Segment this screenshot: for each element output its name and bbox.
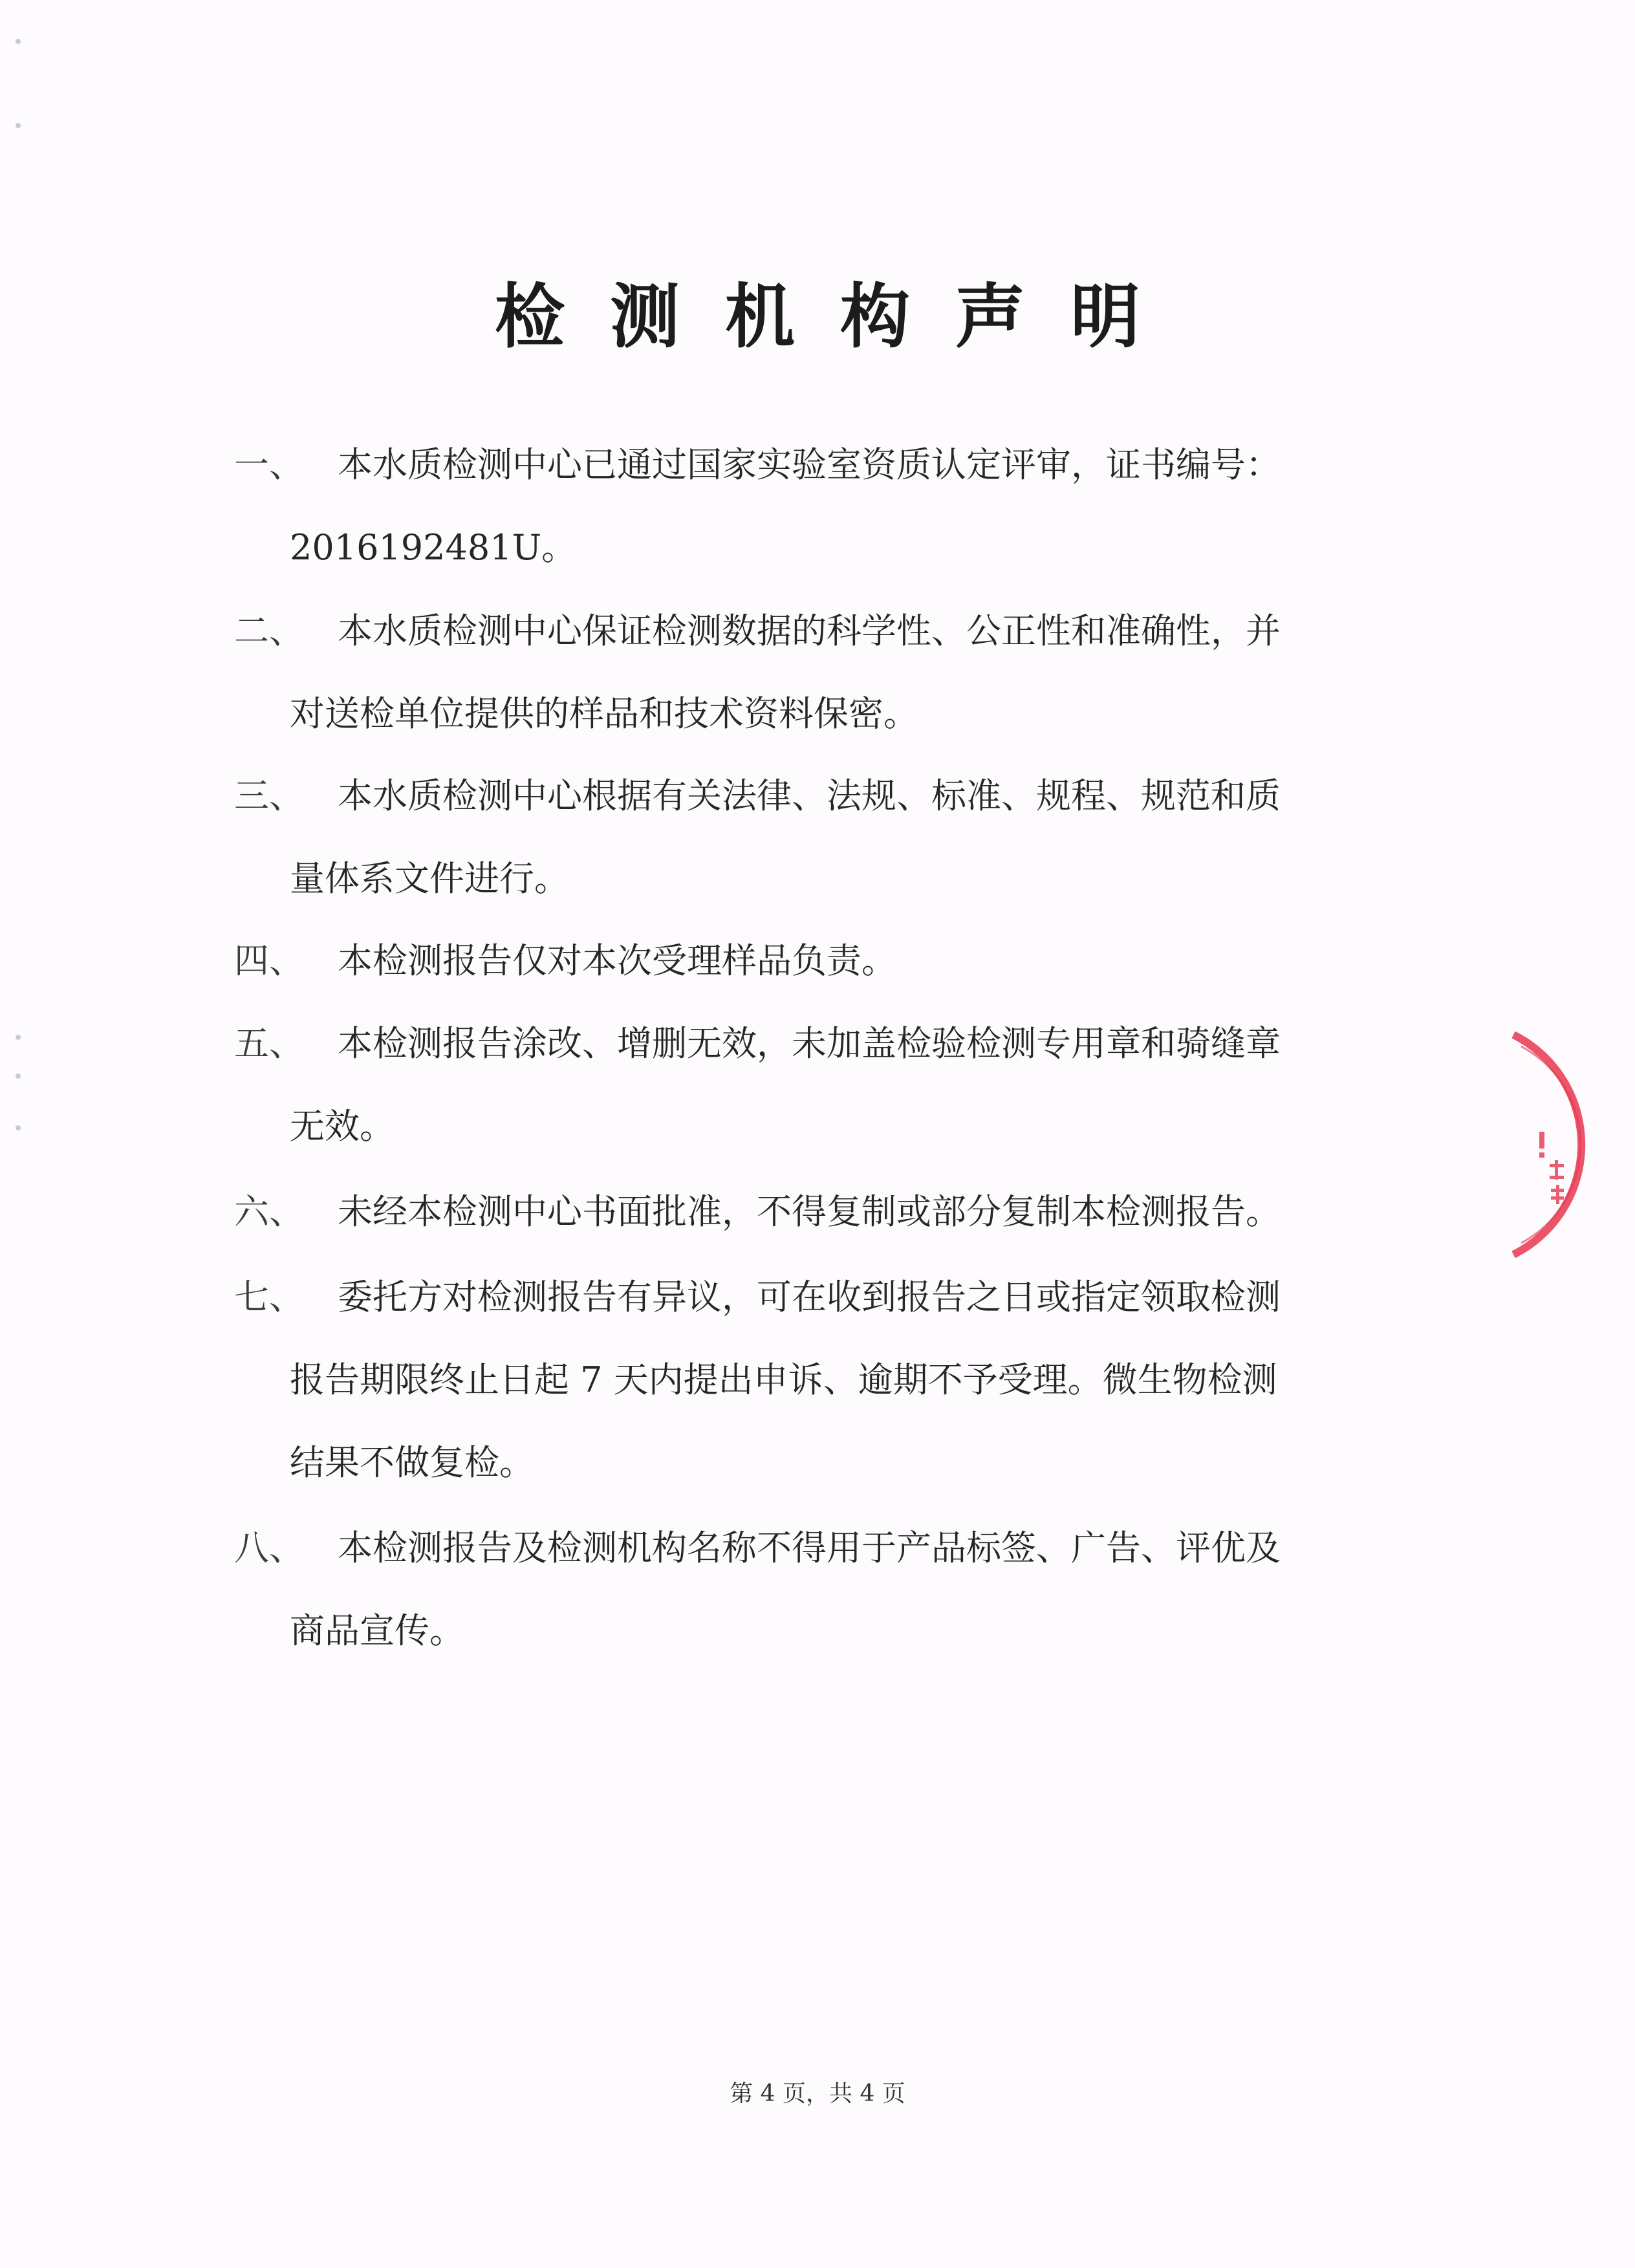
clause-text-continued: 对送检单位提供的样品和技术资料保密。	[290, 693, 918, 734]
clause-text-continued: 报告期限终止日起 7 天内提出申诉、逾期不予受理。微生物检测	[290, 1359, 1277, 1400]
clause-number: 七、	[234, 1277, 304, 1317]
clause-text-continued: 2016192481U。	[290, 527, 577, 568]
clause-text: 本水质检测中心保证检测数据的科学性、公正性和准确性，并	[338, 610, 1281, 651]
clause-text-continued: 商品宣传。	[290, 1610, 464, 1651]
clause-text: 本检测报告及检测机构名称不得用于产品标签、广告、评优及	[338, 1528, 1281, 1568]
clause-text: 本水质检测中心已通过国家实验室资质认定评审，证书编号：	[338, 444, 1281, 485]
clause-number: 二、	[234, 610, 304, 651]
binding-hole-mark	[16, 39, 21, 44]
clause-text-continued: 量体系文件进行。	[290, 858, 569, 899]
clause-text: 委托方对检测报告有异议，可在收到报告之日或指定领取检测	[338, 1277, 1281, 1317]
clause-text: 本水质检测中心根据有关法律、法规、标准、规程、规范和质	[338, 775, 1281, 816]
clause-text: 本检测报告涂改、增删无效，未加盖检验检测专用章和骑缝章	[338, 1023, 1281, 1064]
clause-number: 八、	[234, 1528, 304, 1568]
clause-text-continued: 无效。	[290, 1106, 395, 1147]
clause-text: 未经本检测中心书面批准，不得复制或部分复制本检测报告。	[338, 1191, 1281, 1232]
document-title: 检测机构声明	[494, 276, 1186, 358]
binding-hole-mark	[16, 1125, 21, 1130]
clause-number: 三、	[234, 775, 304, 816]
partial-seal-stamp	[1488, 1009, 1635, 1280]
clause-text: 本检测报告仅对本次受理样品负责。	[338, 940, 896, 981]
clause-number: 六、	[234, 1191, 304, 1232]
binding-hole-mark	[16, 1074, 21, 1079]
clause-text-continued: 结果不做复检。	[290, 1442, 534, 1483]
clause-number: 四、	[234, 940, 304, 981]
page-number-footer: 第 4 页，共 4 页	[730, 2080, 905, 2107]
seal-icon	[1488, 1009, 1635, 1280]
binding-hole-mark	[16, 123, 21, 128]
clause-number: 一、	[234, 444, 304, 485]
clause-number: 五、	[234, 1023, 304, 1064]
binding-hole-mark	[16, 1035, 21, 1040]
